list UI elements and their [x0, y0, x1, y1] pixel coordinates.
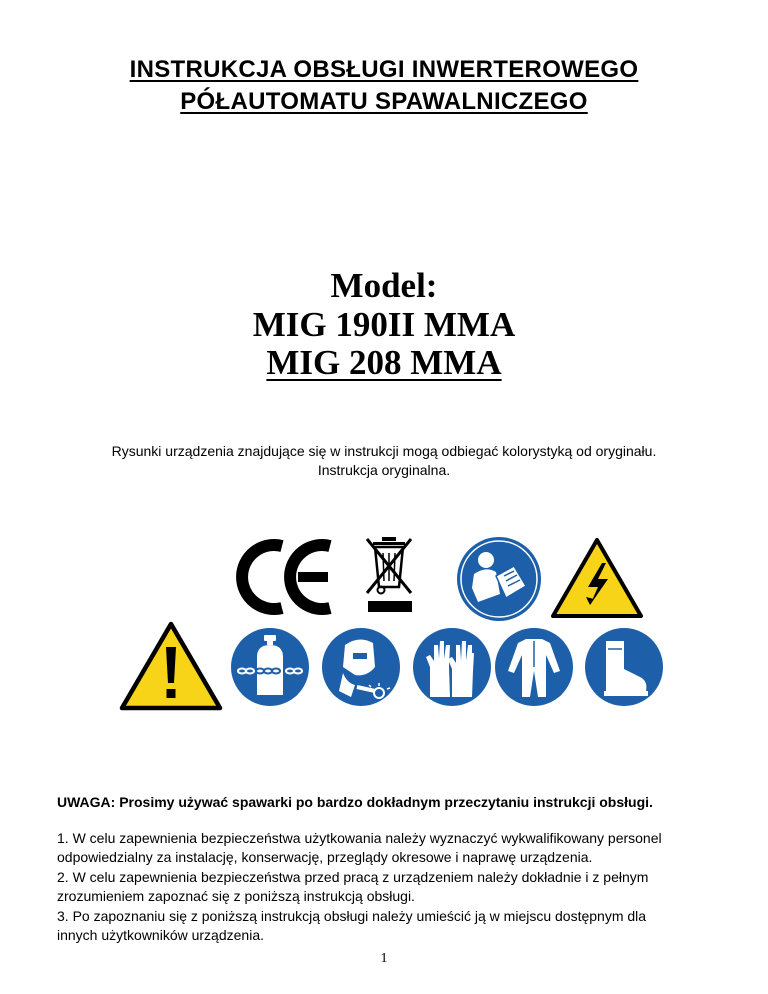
instruction-item-1-line-2: odpowiedzialny za instalację, konserwację, przeglądy okresowe i naprawę urządzenia.	[57, 849, 593, 865]
gas-cylinder-chain-icon	[230, 627, 310, 707]
drawings-note: Rysunki urządzenia znajdujące się w instrukcji mogą odbiegać kolorystyką od oryginału.	[111, 443, 657, 459]
safety-boots-icon	[584, 627, 664, 707]
model-name-1: MIG 190II MMA	[252, 305, 516, 344]
protective-gloves-icon	[412, 627, 492, 707]
instruction-item-3-line-2: innych użytkowników urządzenia.	[57, 927, 264, 943]
ce-mark-icon	[238, 538, 336, 616]
instruction-item-2-line-2: zrozumieniem zapoznać się z poniższą instrukcją obsługi.	[57, 888, 415, 904]
page-number: 1	[380, 951, 388, 966]
instruction-item-3-line-1: 3. Po zapoznaniu się z poniższą instrukcją obsługi należy umieścić ją w miejscu dostępnym dla	[57, 908, 647, 924]
model-label: Model:	[330, 266, 438, 305]
document-title-line-1: INSTRUKCJA OBSŁUGI INWERTEROWEGO	[129, 56, 639, 83]
document-title-line-2: PÓŁAUTOMATU SPAWALNICZEGO	[180, 88, 588, 115]
model-name-2: MIG 208 MMA	[266, 343, 502, 382]
warning-text: UWAGA: Prosimy używać spawarki po bardzo dokładnym przeczytaniu instrukcji obsługi.	[57, 794, 653, 810]
original-instruction-note: Instrukcja oryginalna.	[317, 462, 451, 478]
electric-hazard-icon	[550, 537, 644, 619]
weee-bin-icon	[364, 535, 416, 615]
protective-clothing-icon	[494, 627, 574, 707]
instruction-item-1-line-1: 1. W celu zapewnienia bezpieczeństwa użytkowania należy wyznaczyć wykwalifikowany personel	[57, 830, 662, 846]
instruction-item-2-line-1: 2. W celu zapewnienia bezpieczeństwa przed pracą z urządzeniem należy dokładnie i z pełnym	[57, 869, 649, 885]
welding-mask-icon	[321, 627, 401, 707]
read-manual-icon	[456, 536, 542, 622]
general-warning-icon	[119, 621, 223, 711]
